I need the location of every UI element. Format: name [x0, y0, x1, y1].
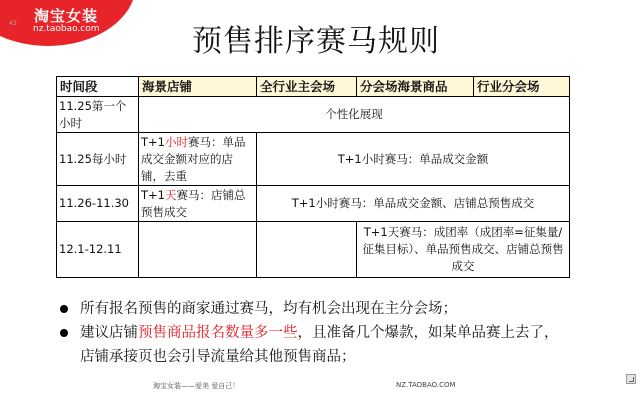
slide-number: 43	[9, 20, 17, 27]
row-store-cell	[139, 222, 257, 278]
header-period: 时间段	[57, 77, 139, 97]
header-sub-venue-products: 分会场海景商品	[357, 77, 474, 97]
row-merged-cell: T+1小时赛马：单品成交金额	[257, 133, 570, 186]
logo-url: nz.taobao.com	[33, 24, 100, 34]
logo-title: 淘宝女装	[34, 7, 99, 25]
rules-table	[56, 76, 570, 278]
header-industry-venue: 行业分会场	[474, 77, 570, 97]
header-store: 海景店铺	[139, 77, 257, 97]
row-empty-cell	[257, 222, 357, 278]
footer-slogan: 淘宝女装——爱美 爱自己！	[153, 382, 240, 390]
slide-nav-icon[interactable]	[626, 374, 636, 384]
cell-text: T+1	[141, 134, 165, 149]
row-store-cell	[139, 186, 257, 222]
table-row	[57, 133, 570, 186]
table-row	[57, 97, 570, 133]
row-store-cell	[139, 133, 257, 186]
bullet-item	[60, 321, 640, 369]
table-row	[57, 222, 570, 278]
bullet-dot	[60, 305, 68, 313]
row-period: 11.26-11.30	[57, 186, 139, 222]
row-period: 11.25每小时	[57, 133, 139, 186]
cell-highlight: 小时	[164, 134, 188, 149]
bullet-text: 建议店铺	[80, 325, 138, 341]
bullet-list	[60, 297, 640, 369]
table-header-row	[57, 77, 570, 97]
footer-url: NZ.TAOBAO.COM	[396, 381, 456, 389]
cell-text: T+1	[141, 187, 165, 202]
header-main-venue: 全行业主会场	[257, 77, 357, 97]
bullet-continuation: 店铺承接页也会引导流量给其他预售商品；	[80, 349, 356, 365]
row-merged-cell: T+1小时赛马：单品成交金额、店铺总预售成交	[257, 186, 570, 222]
bullet-highlight: 预售商品报名数量多一些	[138, 325, 298, 341]
bullet-text: ，且准备几个爆款，如某单品赛上去了，	[297, 325, 559, 341]
row-period: 12.1-12.11	[57, 222, 139, 278]
bullet-dot	[60, 329, 68, 337]
cell-text: 赛马：单品成交金额对应的店铺，去重	[141, 134, 246, 183]
row-merged-cell: T+1天赛马：成团率（成团率=征集量/征集目标）、单品预售成交、店铺总预售成交	[357, 222, 570, 278]
bullet-item	[60, 297, 640, 321]
bullet-text: 所有报名预售的商家通过赛马，均有机会出现在主分会场；	[80, 301, 457, 317]
table-row	[57, 186, 570, 222]
row-merged-cell: 个性化展现	[139, 97, 570, 133]
cell-text: 赛马：店铺总预售成交	[141, 187, 246, 219]
cell-highlight: 天	[164, 187, 177, 202]
page-title: 预售排序赛马规则	[192, 24, 440, 59]
row-period: 11.25第一个小时	[57, 97, 139, 133]
